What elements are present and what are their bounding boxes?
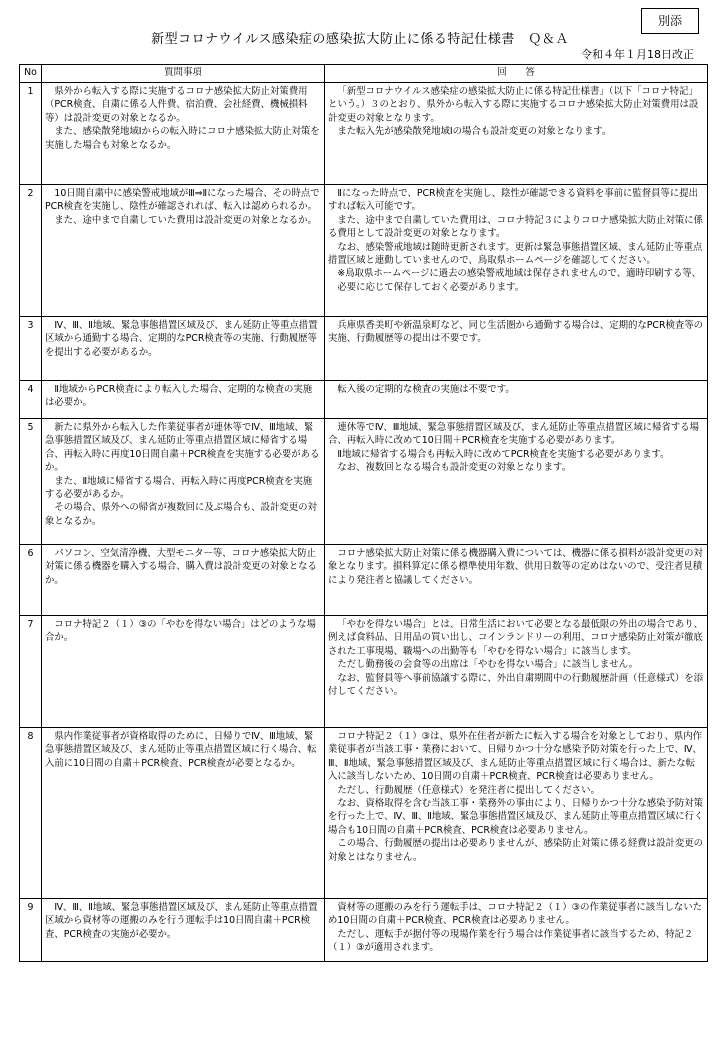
answer-cell <box>325 185 708 317</box>
header-no: No <box>20 65 42 83</box>
paragraph: なお、感染警戒地域は随時更新されます。更新は緊急事態措置区域、まん延防止等重点措置区域と連動していませんので、鳥取県ホームページを確認してください。 <box>328 241 703 267</box>
page-title: 新型コロナウイルス感染症の感染拡大防止に係る特記仕様書 Ｑ＆Ａ <box>151 32 569 47</box>
paragraph: Ⅳ、Ⅲ、Ⅱ地域、緊急事態措置区域及び、まん延防止等重点措置区域から通勤する場合、定期的なPCR検査等の実施、行動履歴等を提出する必要があるか。 <box>45 320 318 358</box>
question-cell <box>42 381 325 419</box>
paragraph: 兵庫県香美町や新温泉町など、同じ生活圏から通勤する場合は、定期的なPCR検査等の実施、行動履歴等の提出は不要です。 <box>328 320 703 345</box>
paragraph: なお、資格取得を含む当該工事・業務外の事由により、日帰りかつ十分な感染予防対策を行った上で、Ⅳ、Ⅲ、Ⅱ地域、緊急事態措置区域及び、まん延防止等重点措置区域に行く場合も10日間の自粛＋PCR検査、PCR検査は必要ありません。 <box>328 798 704 836</box>
row-number: 5 <box>20 419 42 545</box>
table-row <box>20 83 708 185</box>
header-question: 質問事項 <box>42 65 325 83</box>
paragraph: ただし、運転手が据付等の現場作業を行う場合は作業従事者に該当するため、特記２（１）③が適用されます。 <box>328 928 694 954</box>
paragraph: コロナ特記２（１）③の「やむを得ない場合」はどのような場合か。 <box>45 619 316 644</box>
paragraph: 県内作業従事者が資格取得のために、日帰りでⅣ、Ⅲ地域、緊急事態措置区域及び、まん延防止等重点措置区域に行く場合、転入前に10日間の自粛＋PCR検査、PCR検査が必要となるか。 <box>45 731 317 769</box>
paragraph: その場合、県外への帰省が複数回に及ぶ場合も、設計変更の対象となるか。 <box>45 502 317 527</box>
attachment-badge: 別添 <box>641 8 699 34</box>
qa-table <box>19 64 708 962</box>
paragraph: Ⅱ地域からPCR検査により転入した場合、定期的な検査の実施は必要か。 <box>45 384 313 409</box>
paragraph: ※鳥取県ホームページに過去の感染警戒地域は保存されませんので、適時印刷する等、必要に応じて保存しておく必要があります。 <box>337 268 702 293</box>
row-number: 9 <box>20 899 42 962</box>
paragraph: Ⅱになった時点で、PCR検査を実施し、陰性が確認できる資料を事前に監督員等に提出すれば転入可能です。 <box>328 188 699 213</box>
table-row <box>20 616 708 728</box>
table-row <box>20 545 708 616</box>
paragraph: 連休等でⅣ、Ⅲ地域、緊急事態措置区域及び、まん延防止等重点措置区域に帰省する場合、再転入時に改めて10日間＋PCR検査を実施する必要があります。 <box>328 422 700 447</box>
revision-date: 令和４年１月18日改正 <box>581 48 694 61</box>
table-row <box>20 419 708 545</box>
answer-cell <box>325 899 708 962</box>
answer-cell <box>325 545 708 616</box>
paragraph: また、途中まで自粛していた費用は、コロナ特記３によりコロナ感染拡大防止対策に係る費用として設計変更の対象となります。 <box>328 214 704 240</box>
table-row <box>20 317 708 381</box>
row-number: 4 <box>20 381 42 419</box>
table-row <box>20 899 708 962</box>
answer-cell <box>325 728 708 899</box>
paragraph: コロナ特記２（１）③は、県外在住者が新たに転入する場合を対象としており、県内作業従事者が当該工事・業務において、日帰りかつ十分な感染予防対策を行った上で、Ⅳ、Ⅲ、Ⅱ地域、緊急事態措置区域及び、まん延防止等重点措置区域に行く場合は、新たな転入に該当しないため、10日間の自粛＋PCR検査、PCR検査は必要ありません。 <box>328 731 703 783</box>
paragraph: パソコン、空気清浄機、大型モニター等、コロナ感染拡大防止対策に係る機器を購入する場合、購入費は設計変更の対象となるか。 <box>45 548 317 586</box>
paragraph: Ⅱ地域に帰省する場合も再転入時に改めてPCR検査を実施する必要があります。 <box>337 448 670 460</box>
paragraph: また、感染散発地域Ⅰからの転入時にコロナ感染拡大防止対策を実施した場合も対象となるか。 <box>45 126 320 151</box>
header-answer: 回 答 <box>325 65 708 83</box>
question-cell <box>42 317 325 381</box>
row-number: 8 <box>20 728 42 899</box>
table-row <box>20 728 708 899</box>
paragraph: また、Ⅱ地域に帰省する場合、再転入時に再度PCR検査を実施する必要があるか。 <box>45 475 313 501</box>
paragraph: 10日間自粛中に感染警戒地域がⅢ⇒Ⅱになった場合、その時点でPCR検査を実施し、陰性が確認されれば、転入は認められるか。 <box>45 188 320 213</box>
paragraph: ただし勤務後の会食等の出席は「やむを得ない場合」に該当しません。 <box>337 659 638 671</box>
answer-cell <box>325 381 708 419</box>
paragraph: また転入先が感染散発地域Ⅰの場合も設計変更の対象となります。 <box>337 126 612 138</box>
paragraph: なお、複数回となる場合も設計変更の対象となります。 <box>337 462 572 474</box>
question-cell <box>42 185 325 317</box>
answer-cell <box>325 419 708 545</box>
paragraph: 「新型コロナウイルス感染症の感染拡大防止に係る特記仕様書」（以下「コロナ特記」という。）３のとおり、県外から転入する際に実施するコロナ感染拡大防止対策費用は設計変更の対象となります。 <box>328 86 699 124</box>
table-row <box>20 185 708 317</box>
table-header-row <box>20 65 708 83</box>
paragraph: この場合、行動履歴の提出は必要ありませんが、感染防止対策に係る経費は設計変更の対象とはなりません。 <box>328 838 704 863</box>
question-cell <box>42 728 325 899</box>
row-number: 3 <box>20 317 42 381</box>
qa-table-body <box>20 83 708 962</box>
paragraph: ただし、行動履歴（任意様式）を発注者に提出してください。 <box>337 784 600 796</box>
paragraph: 資材等の運搬のみを行う運転手は、コロナ特記２（１）③の作業従事者に該当しないため10日間の自粛＋PCR検査、PCR検査は必要ありません。 <box>328 902 703 927</box>
answer-cell <box>325 317 708 381</box>
paragraph: 新たに県外から転入した作業従事者が連休等でⅣ、Ⅲ地域、緊急事態措置区域及び、まん延防止等重点措置区域に帰省する場合、再転入時に再度10日間自粛＋PCR検査を実施する必要があるか。 <box>45 422 320 474</box>
paragraph: 県外から転入する際に実施するコロナ感染拡大防止対策費用（PCR検査、自粛に係る人件費、宿泊費、会社経費、機械損料等）は設計変更の対象となるか。 <box>45 86 308 124</box>
question-cell <box>42 545 325 616</box>
question-cell <box>42 83 325 185</box>
paragraph: 「やむを得ない場合」とは、日常生活において必要となる最低限の外出の場合であり、例えば食料品、日用品の買い出し、コインランドリーの利用、コロナ感染防止対策が徹底された工事現場、職場への出勤等も「やむを得ない場合」に該当します。 <box>328 619 704 657</box>
question-cell <box>42 616 325 728</box>
answer-cell <box>325 83 708 185</box>
row-number: 2 <box>20 185 42 317</box>
table-row <box>20 381 708 419</box>
row-number: 6 <box>20 545 42 616</box>
paragraph: なお、監督員等へ事前協議する際に、外出自粛期間中の行動履歴計画（任意様式）を添付してください。 <box>328 672 704 698</box>
row-number: 1 <box>20 83 42 185</box>
paragraph: コロナ感染拡大防止対策に係る機器購入費については、機器に係る損料が設計変更の対象となります。損料算定に係る標準使用年数、供用日数等の定めはないので、受注者見積により発注者と協議してください。 <box>328 548 703 586</box>
paragraph: 転入後の定期的な検査の実施は不要です。 <box>337 384 515 395</box>
question-cell <box>42 899 325 962</box>
paragraph: また、途中まで自粛していた費用は設計変更の対象となるか。 <box>54 214 317 226</box>
question-cell <box>42 419 325 545</box>
paragraph: Ⅳ、Ⅲ、Ⅱ地域、緊急事態措置区域及び、まん延防止等重点措置区域から資材等の運搬のみを行う運転手は10日間自粛＋PCR検査、PCR検査の実施が必要か。 <box>45 902 318 940</box>
row-number: 7 <box>20 616 42 728</box>
answer-cell <box>325 616 708 728</box>
